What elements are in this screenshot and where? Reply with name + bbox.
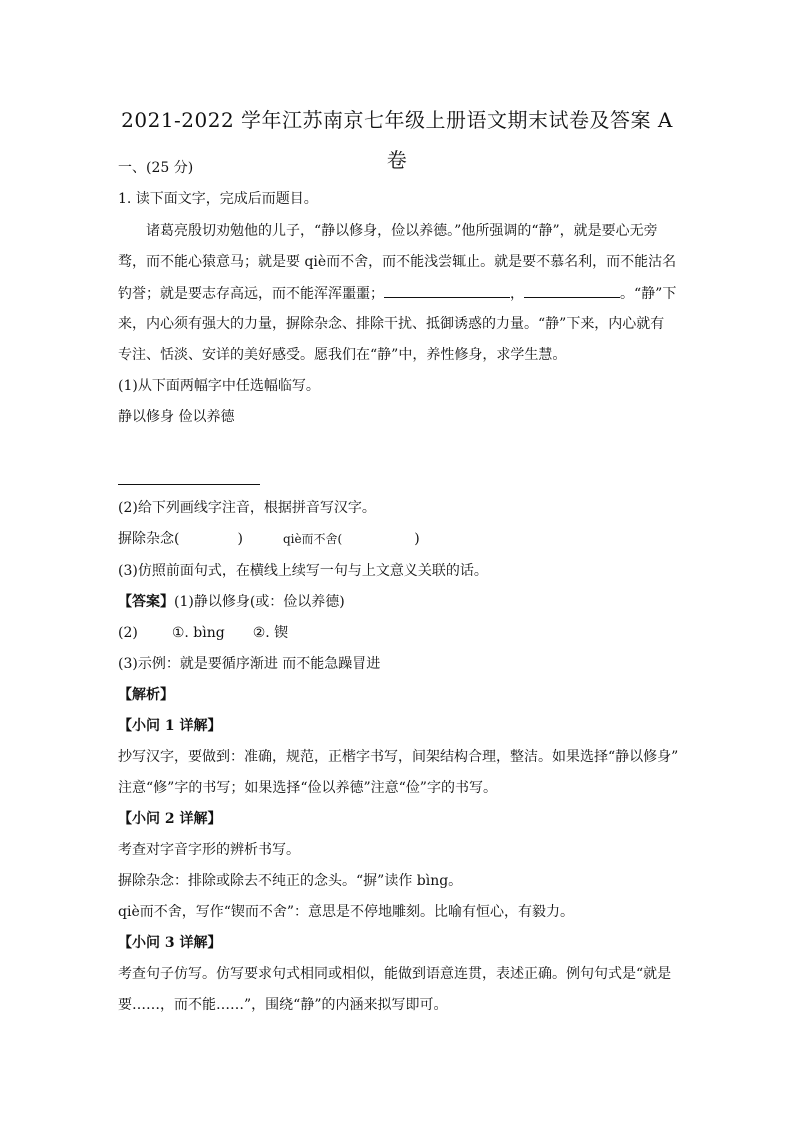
analysis-label: 【解析】 bbox=[118, 687, 174, 703]
answer-line-1 bbox=[118, 592, 678, 612]
item-b-close: ) bbox=[414, 531, 420, 547]
analysis-section-2-heading: 【小问 2 详解】 bbox=[118, 811, 222, 827]
sub-question-3: (3)仿照前面句式，在横线上续写一句与上文意义关联的话。 bbox=[118, 563, 488, 579]
document-title-line1: 2021-2022 学年江苏南京七年级上册语文期末试卷及答案 A bbox=[121, 108, 673, 132]
document-title-line2: 卷 bbox=[386, 148, 408, 172]
answer-line-3: (3)示例：就是要循序渐进 而不能急躁冒进 bbox=[118, 656, 381, 672]
analysis-text: 抄写汉字，要做到：准确，规范，正楷字书写，间架结构合理，整洁。如果选择“静以修身” bbox=[118, 749, 679, 765]
passage-line: 专注、恬淡、安详的美好感受。愿我们在“静”中，养性修身，求学生慧。 bbox=[118, 347, 567, 363]
answer-2-part-2: ②. 锲 bbox=[252, 625, 289, 641]
analysis-section-1-heading: 【小问 1 详解】 bbox=[118, 718, 222, 734]
sub-question-2: (2)给下列画线字注音，根据拼音写汉字。 bbox=[118, 500, 376, 516]
passage-line: 诸葛亮殷切劝勉他的儿子，“静以修身，俭以养德。”他所强调的“静”，就是要心无旁 bbox=[146, 223, 658, 239]
sub-question-1-options: 静以修身 俭以养德 bbox=[118, 409, 235, 425]
item-b-label: qiè而不舍( bbox=[282, 532, 343, 546]
answer-label: 【答案】 bbox=[118, 594, 174, 610]
section-heading: 一、(25 分) bbox=[118, 160, 194, 176]
passage-line-with-blanks bbox=[118, 283, 678, 304]
fill-blank-2[interactable] bbox=[524, 283, 620, 298]
answer-1: (1)静以修身(或：俭以养德) bbox=[174, 594, 345, 610]
item-a-label: 摒除杂念( bbox=[118, 531, 180, 547]
analysis-text: 考查句子仿写。仿写要求句式相同或相似，能做到语意连贯，表述正确。例句句式是“就是 bbox=[118, 966, 672, 982]
passage-text: ， bbox=[510, 286, 524, 302]
item-a-close: ) bbox=[237, 531, 243, 547]
analysis-text: qiè而不舍，写作“锲而不舍”：意思是不停地雕刻。比喻有恒心，有毅力。 bbox=[118, 904, 575, 920]
analysis-text: 摒除杂念：排除或除去不纯正的念头。“摒”读作 bìng。 bbox=[118, 873, 463, 889]
answer-2-number: (2) bbox=[118, 625, 138, 641]
answer-2-part-1: ①. bìng bbox=[171, 625, 225, 641]
sub-question-1: (1)从下面两幅字中任选幅临写。 bbox=[118, 378, 320, 394]
answer-line-2 bbox=[118, 623, 678, 643]
analysis-section-3-heading: 【小问 3 详解】 bbox=[118, 935, 222, 951]
passage-line: 骛，而不能心猿意马；就是要 qiè而不舍，而不能浅尝辄止。就是要不慕名利，而不能沽名 bbox=[118, 254, 677, 270]
passage-text: 钓誉；就是要志存高远，而不能浑浑噩噩； bbox=[118, 286, 384, 302]
sub-question-2-items bbox=[118, 529, 678, 549]
analysis-text: 注意“修”字的书写；如果选择“俭以养德”注意“俭”字的书写。 bbox=[118, 780, 497, 796]
passage-line: 来，内心须有强大的力量，摒除杂念、排除干扰、抵御诱惑的力量。“静”下来，内心就有 bbox=[118, 316, 665, 332]
question-1-prompt: 1. 读下面文字，完成后而题目。 bbox=[118, 191, 318, 207]
copy-writing-line[interactable] bbox=[118, 484, 260, 485]
analysis-text: 考查对字音字形的辨析书写。 bbox=[118, 842, 300, 858]
analysis-text: 要……，而不能……”，围绕“静”的内涵来拟写即可。 bbox=[118, 997, 448, 1013]
fill-blank-1[interactable] bbox=[384, 283, 510, 298]
passage-text: 。“静”下 bbox=[620, 286, 677, 302]
